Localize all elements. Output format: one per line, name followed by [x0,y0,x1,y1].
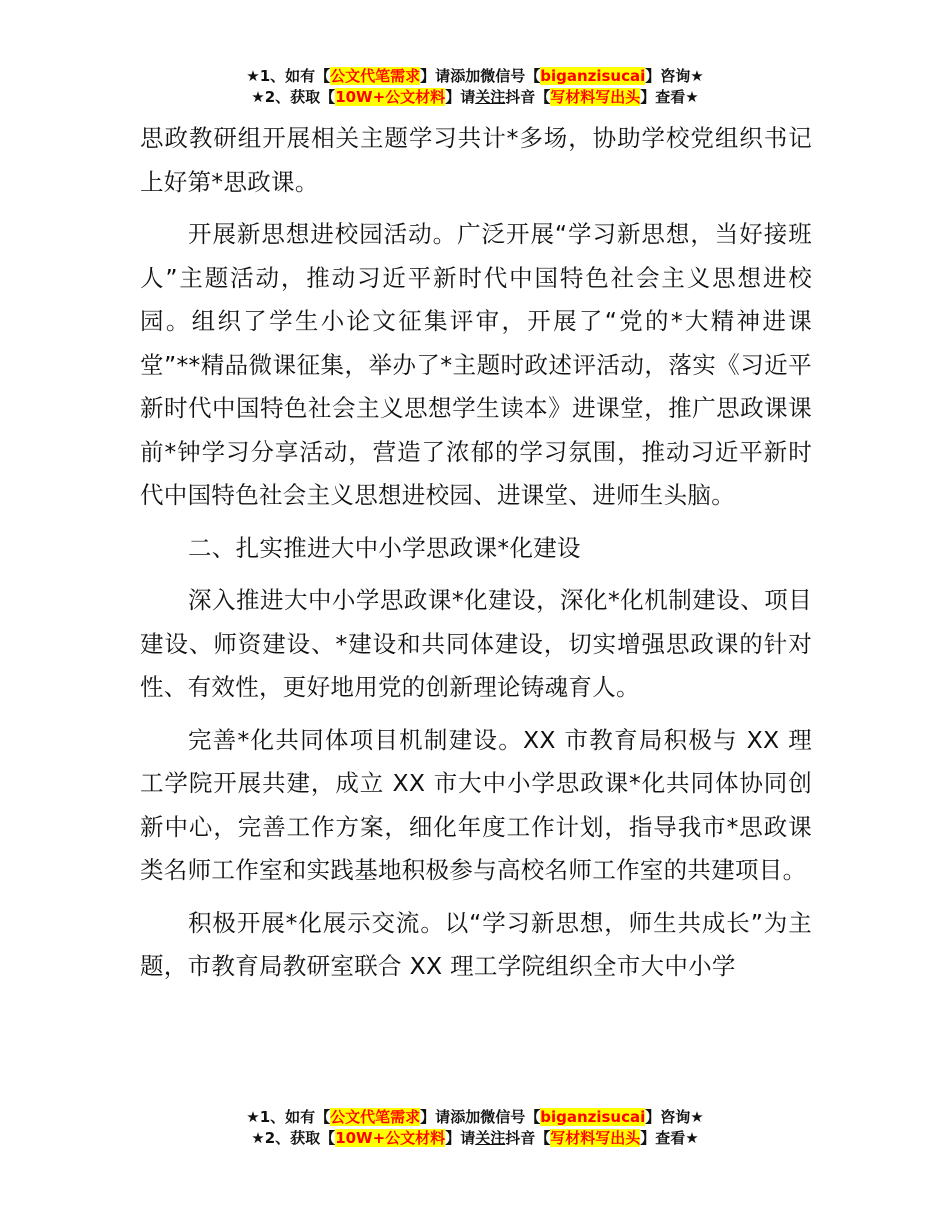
banner-highlight: biganzisucai [540,67,646,85]
paragraph: 积极开展*化展示交流。以“学习新思想，师生共成长”为主题，市教育局教研室联合 XX 理工学院组织全市大中小学 [140,908,812,980]
banner-highlight: 写材料写出头 [550,1129,641,1147]
banner-highlight: 10W+公文材料 [335,88,446,106]
banner-highlight: 公文代笔需求 [330,1108,421,1126]
banner-highlight: 写材料写出头 [550,88,641,106]
paragraph: 思政教研组开展相关主题学习共计*多场，协助学校党组织书记上好第*思政课。 [140,124,812,196]
header-banner [0,66,950,108]
document-body [140,117,812,998]
paragraph: 开展新思想进校园活动。广泛开展“学习新思想，当好接班人”主题活动，推动习近平新时代中国特色社会主义思想进校园。组织了学生小论文征集评审，开展了“党的*大精神进课堂”**精品微课征集，举办了*主题时政述评活动，落实《习近平新时代中国特色社会主义思想学生读本》进课堂，推广思政课课前*钟学习分享活动，营造了浓郁的学习氛围，推动习近平新时代中国特色社会主义思想进校园、进课堂、进师生头脑。 [140,220,812,509]
banner-highlight: biganzisucai [540,1108,646,1126]
banner-line-1: ★1、如有【公文代笔需求】请添加微信号【biganzisucai】咨询★ [246,1108,704,1126]
banner-highlight: 公文代笔需求 [330,67,421,85]
paragraph: 深入推进大中小学思政课*化建设，深化*化机制建设、项目建设、师资建设、*建设和共同体建设，切实增强思政课的针对性、有效性，更好地用党的创新理论铸魂育人。 [140,586,812,701]
banner-line-2: ★2、获取【10W+公文材料】请关注抖音【写材料写出头】查看★ [251,88,699,106]
banner-line-1: ★1、如有【公文代笔需求】请添加微信号【biganzisucai】咨询★ [246,67,704,85]
banner-line-2: ★2、获取【10W+公文材料】请关注抖音【写材料写出头】查看★ [251,1129,699,1147]
paragraph: 完善*化共同体项目机制建设。XX 市教育局积极与 XX 理工学院开展共建，成立 XX 市大中小学思政课*化共同体协同创新中心，完善工作方案，细化年度工作计划，指导我市*思政课类名师工作室和实践基地积极参与高校名师工作室的共建项目。 [140,725,812,884]
banner-highlight: 10W+公文材料 [335,1129,446,1147]
footer-banner [0,1107,950,1149]
section-heading: 二、扎实推进大中小学思政课*化建设 [188,533,581,562]
